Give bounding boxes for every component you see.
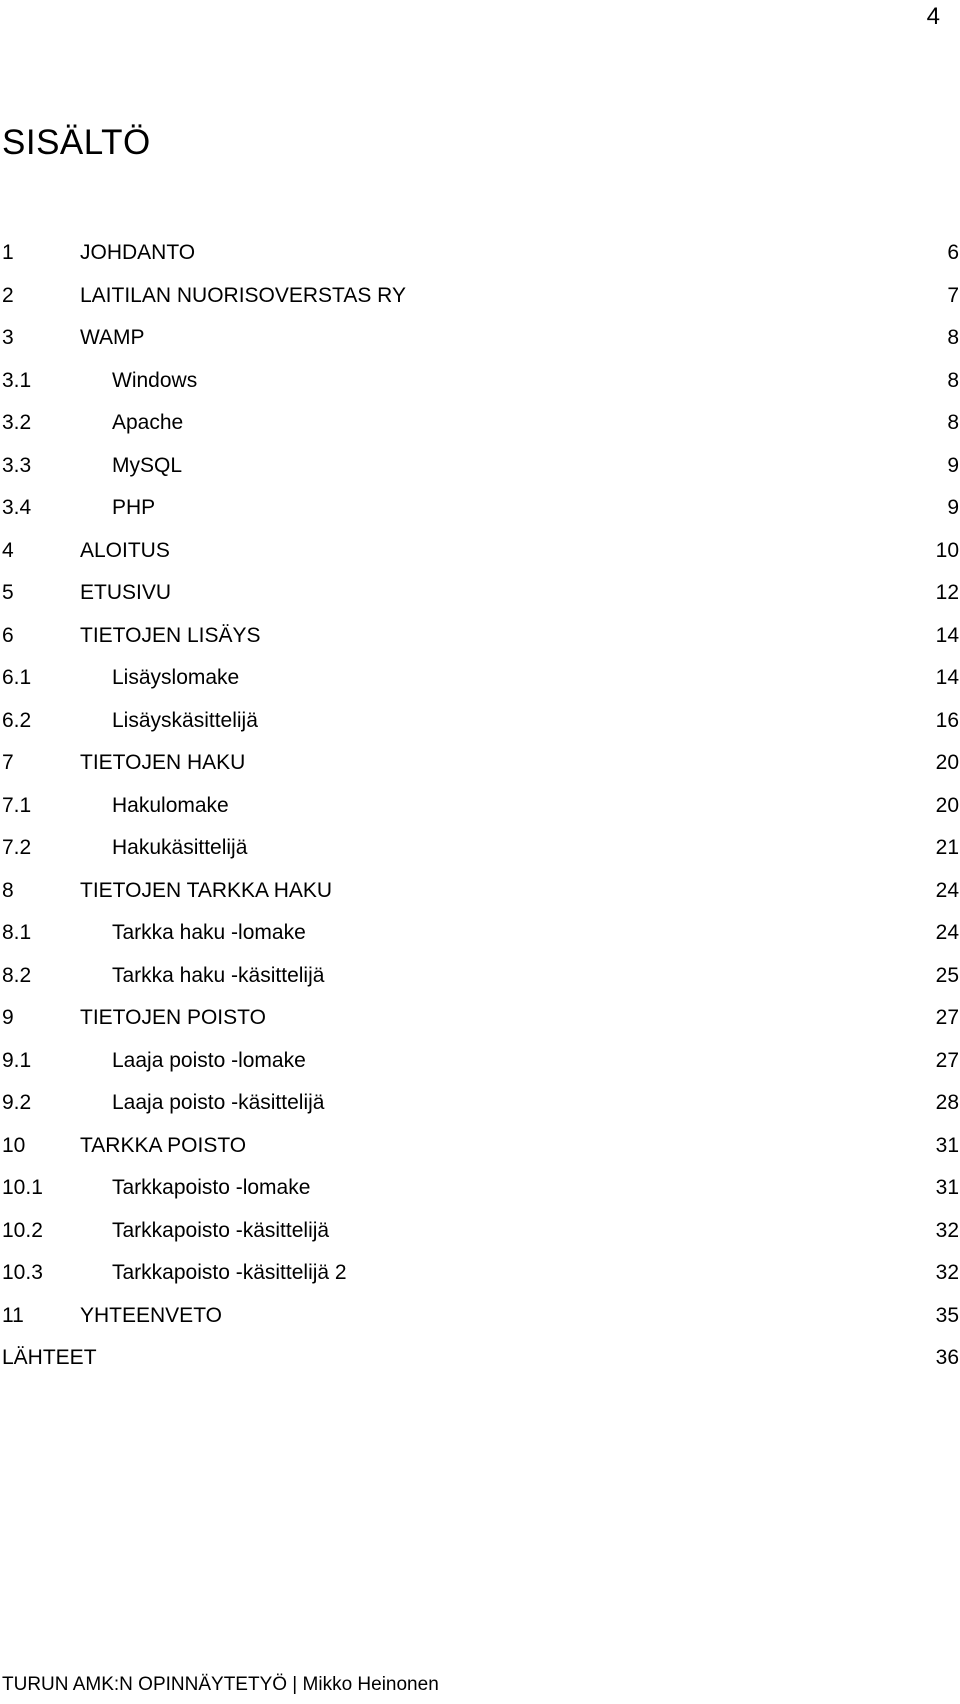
- toc-entry[interactable]: [2, 1040, 959, 1083]
- toc-entry[interactable]: [2, 742, 959, 785]
- toc-entry[interactable]: [2, 955, 959, 998]
- toc-entry-title: TIETOJEN LISÄYS: [80, 623, 261, 647]
- toc-entry[interactable]: [2, 1082, 959, 1125]
- toc-entry-title: Laaja poisto -käsittelijä: [112, 1091, 325, 1114]
- toc-entry-title: WAMP: [80, 326, 145, 349]
- toc-entry-title: YHTEENVETO: [80, 1303, 222, 1327]
- toc-entry-number: 10.1: [2, 1176, 43, 1199]
- toc-entry-title: Tarkkapoisto -käsittelijä 2: [112, 1261, 347, 1284]
- toc-entry-page: 21: [935, 836, 959, 859]
- toc-entry-page: 14: [935, 666, 959, 689]
- toc-entry-number: 9.1: [2, 1048, 32, 1072]
- toc-entry-number: 10.2: [2, 1218, 43, 1242]
- toc-entry-number: 2: [2, 283, 14, 307]
- toc-entry[interactable]: [2, 232, 959, 275]
- table-of-contents: [2, 232, 959, 1380]
- toc-entry-number: 7: [2, 751, 14, 774]
- toc-entry-page: 24: [935, 921, 959, 944]
- toc-entry-title: Apache: [112, 411, 184, 434]
- toc-entry-title: Lisäyslomake: [112, 666, 240, 689]
- toc-entry-title: TIETOJEN POISTO: [80, 1006, 266, 1029]
- toc-entry-title: TIETOJEN TARKKA HAKU: [80, 878, 333, 902]
- toc-entry-number: 6: [2, 623, 14, 647]
- toc-entry-page: 8: [947, 368, 959, 392]
- toc-entry-page: 9: [947, 453, 959, 477]
- toc-entry-page: 9: [947, 496, 959, 519]
- toc-entry-title: TIETOJEN HAKU: [80, 751, 246, 774]
- toc-entry-page: 36: [935, 1346, 959, 1369]
- toc-entry-page: 6: [947, 241, 959, 264]
- toc-entry-number: 8: [2, 878, 14, 902]
- toc-entry-title: TARKKA POISTO: [80, 1133, 247, 1157]
- toc-entry[interactable]: [2, 1252, 959, 1295]
- toc-entry-number: 4: [2, 538, 14, 562]
- toc-entry-title: Tarkka haku -käsittelijä: [112, 963, 325, 987]
- toc-entry-title: Hakulomake: [112, 793, 229, 817]
- toc-entry[interactable]: [2, 530, 959, 573]
- toc-entry-title: Windows: [112, 368, 198, 392]
- toc-entry-title: Tarkkapoisto -lomake: [112, 1176, 311, 1199]
- toc-entry-title: PHP: [112, 496, 156, 519]
- toc-entry[interactable]: [2, 997, 959, 1040]
- toc-entry-number: 3.2: [2, 411, 32, 434]
- toc-entry[interactable]: [2, 1167, 959, 1210]
- toc-entry-number: 3.1: [2, 368, 32, 392]
- toc-entry[interactable]: [2, 317, 959, 360]
- toc-entry-page: 20: [935, 751, 959, 774]
- toc-entry-number: 3.3: [2, 453, 32, 477]
- toc-entry-page: 32: [935, 1261, 959, 1284]
- toc-entry-page: 31: [935, 1133, 959, 1157]
- toc-entry-number: 6.1: [2, 666, 32, 689]
- toc-entry[interactable]: [2, 912, 959, 955]
- toc-entry-page: 31: [935, 1176, 959, 1199]
- toc-entry-number: 3.4: [2, 496, 32, 519]
- toc-entry-number: 10.3: [2, 1261, 43, 1284]
- toc-entry[interactable]: [2, 1337, 959, 1380]
- toc-entry-number: 10: [2, 1133, 26, 1157]
- toc-entry[interactable]: [2, 870, 959, 913]
- toc-entry[interactable]: [2, 700, 959, 743]
- toc-entry[interactable]: [2, 1125, 959, 1168]
- toc-entry-page: 10: [935, 538, 959, 562]
- toc-entry-title: LÄHTEET: [2, 1346, 97, 1369]
- page-number: 4: [926, 3, 940, 30]
- toc-entry[interactable]: [2, 445, 959, 488]
- toc-entry-number: 5: [2, 581, 14, 604]
- toc-entry-number: 9.2: [2, 1091, 32, 1114]
- toc-entry-page: 14: [935, 623, 959, 647]
- toc-entry-title: Tarkkapoisto -käsittelijä: [112, 1218, 330, 1242]
- toc-entry-title: Laaja poisto -lomake: [112, 1048, 306, 1072]
- toc-entry-page: 27: [935, 1048, 959, 1072]
- toc-entry[interactable]: [2, 402, 959, 445]
- toc-title: SISÄLTÖ: [2, 123, 151, 162]
- toc-entry-title: Lisäyskäsittelijä: [112, 708, 258, 732]
- toc-entry-title: ALOITUS: [80, 538, 170, 562]
- toc-entry[interactable]: [2, 275, 959, 318]
- toc-entry-page: 35: [935, 1303, 959, 1327]
- toc-entry-page: 28: [935, 1091, 959, 1114]
- toc-entry[interactable]: [2, 657, 959, 700]
- toc-entry-page: 16: [935, 708, 959, 732]
- toc-entry[interactable]: [2, 1210, 959, 1253]
- toc-entry-page: 12: [935, 581, 959, 604]
- document-footer: TURUN AMK:N OPINNÄYTETYÖ | Mikko Heinonen: [2, 1674, 439, 1695]
- toc-entry-number: 1: [2, 241, 14, 264]
- toc-entry[interactable]: [2, 360, 959, 403]
- toc-entry-page: 7: [947, 283, 959, 307]
- toc-entry-title: ETUSIVU: [80, 581, 172, 604]
- toc-entry[interactable]: [2, 785, 959, 828]
- toc-entry-page: 24: [935, 878, 959, 902]
- toc-entry-number: 3: [2, 326, 14, 349]
- toc-entry-number: 7.1: [2, 793, 32, 817]
- toc-entry-title: JOHDANTO: [80, 241, 196, 264]
- toc-entry-page: 20: [935, 793, 959, 817]
- toc-entry-title: Tarkka haku -lomake: [112, 921, 306, 944]
- toc-entry[interactable]: [2, 572, 959, 615]
- toc-entry-page: 8: [947, 326, 959, 349]
- toc-entry-number: 7.2: [2, 836, 32, 859]
- toc-entry-number: 6.2: [2, 708, 32, 732]
- toc-entry[interactable]: [2, 1295, 959, 1338]
- toc-entry-title: LAITILAN NUORISOVERSTAS RY: [80, 283, 406, 307]
- toc-entry-number: 9: [2, 1006, 14, 1029]
- toc-entry-page: 32: [935, 1218, 959, 1242]
- toc-entry-title: Hakukäsittelijä: [112, 836, 248, 859]
- toc-entry-number: 8.1: [2, 921, 32, 944]
- toc-entry[interactable]: [2, 615, 959, 658]
- toc-entry-number: 11: [2, 1303, 24, 1327]
- toc-entry-number: 8.2: [2, 963, 32, 987]
- toc-entry-title: MySQL: [112, 453, 183, 477]
- toc-entry[interactable]: [2, 487, 959, 530]
- toc-entry-page: 27: [935, 1006, 959, 1029]
- toc-entry-page: 25: [935, 963, 959, 987]
- toc-entry[interactable]: [2, 827, 959, 870]
- toc-entry-page: 8: [947, 411, 959, 434]
